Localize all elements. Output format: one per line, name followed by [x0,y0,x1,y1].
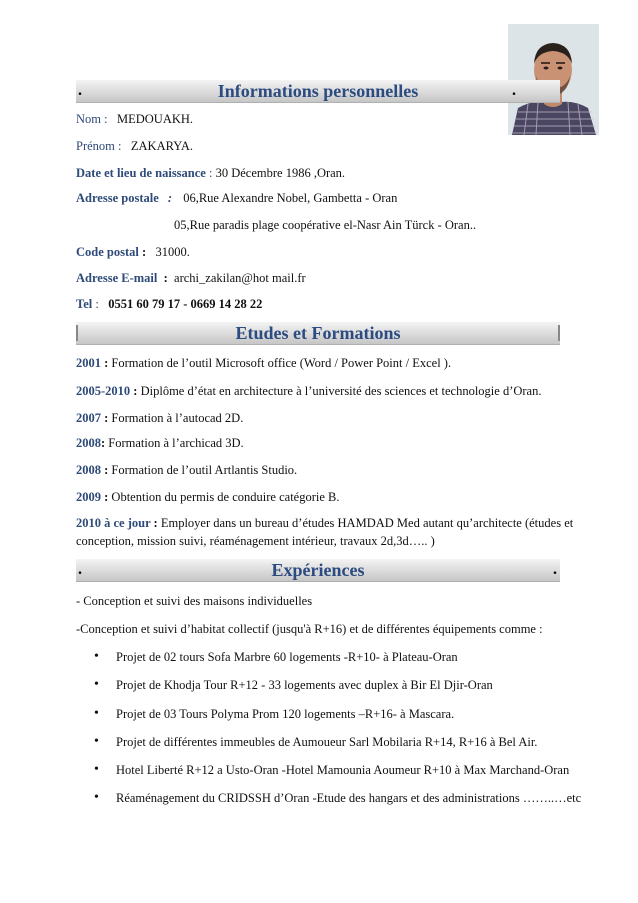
header-dot-left: . [78,82,82,99]
bullet-glyph: • [94,734,99,749]
bullet-glyph: • [94,649,99,664]
etude-sep: : [101,436,109,450]
adresse-line [76,191,397,206]
code-label: Code postal [76,245,139,259]
etude-item-2010 [76,516,573,531]
section-header-personal [76,80,560,103]
header-dot-right: . [553,561,557,578]
prenom-value: ZAKARYA. [130,139,194,153]
naissance-label: Date et lieu de naissance [76,166,206,180]
etude-sep: : [101,411,112,425]
section-title-personal: Informations personnelles [217,81,419,101]
etude-item-2008b [76,463,297,478]
email-sep: : [163,271,168,285]
prenom-label: Prénom [76,139,115,153]
email-value: archi_zakilan@hot mail.fr [174,271,306,285]
etude-text: Formation à l’autocad 2D. [111,411,244,425]
adresse-label: Adresse postale [76,191,159,205]
header-bar-right [558,325,560,341]
etude-text: Obtention du permis de conduire catégorie B. [111,490,340,504]
tel-sep: : [95,297,99,311]
prenom-sep: : [118,139,122,153]
experience-bullet-item: Réaménagement du CRIDSSH d’Oran -Etude des hangars et des administrations ……..…etc [116,791,582,805]
naissance-line [76,166,345,181]
etude-text: Formation de l’outil Artlantis Studio. [111,463,298,477]
etude-year: 2009 [76,490,101,504]
tel-value: 0551 60 79 17 - 0669 14 28 22 [108,297,263,311]
etude-text-cont: conception, mission suivi, réaménagement intérieur, travaux 2d,3d….. ) [76,534,435,548]
etude-year: 2008 [76,436,101,450]
nom-value: MEDOUAKH. [116,112,194,126]
adresse-line-2 [174,218,476,233]
experience-bullet-item: Projet de 02 tours Sofa Marbre 60 logements -R+10- à Plateau-Oran [116,650,458,664]
code-line [76,245,190,260]
experience-text: -Conception et suivi d’habitat collectif (jusqu'à R+16) et de différentes équipements comme : [76,622,543,636]
bullet-glyph: • [94,790,99,805]
tel-label: Tel [76,297,93,311]
etude-sep: : [101,463,112,477]
nom-sep: : [104,112,108,126]
bullet-glyph: • [94,762,99,777]
experience-line-1 [76,594,312,609]
experience-text: - Conception et suivi des maisons individuelles [76,594,313,608]
experience-bullet-item: Projet de 03 Tours Polyma Prom 120 logements –R+16- à Mascara. [116,707,455,721]
adresse-sep: : [167,191,173,205]
experience-bullet-item: Hotel Liberté R+12 a Usto-Oran -Hotel Mamounia Aoumeur R+10 à Max Marchand-Oran [116,763,570,777]
header-dot-right: . [512,82,516,99]
section-header-experiences [76,559,560,582]
bullet-glyph: • [94,706,99,721]
etude-sep: : [101,356,112,370]
naissance-value: 30 Décembre 1986 ,Oran. [215,166,346,180]
prenom-line [76,139,193,154]
etude-year: 2001 [76,356,101,370]
etude-year: 2005-2010 [76,384,131,398]
etude-item-2005 [76,384,541,399]
header-dot-left: . [78,561,82,578]
code-sep: : [141,245,147,259]
section-header-etudes [76,322,560,345]
naissance-sep: : [208,166,213,180]
bullet-glyph: • [94,677,99,692]
etude-sep: : [101,490,112,504]
etude-item-2007 [76,411,243,426]
etude-item-2008a [76,436,244,451]
experience-line-2 [76,622,543,637]
etude-text: Employer dans un bureau d’études HAMDAD Med autant qu’architecte (études et [160,516,574,530]
etude-year: 2007 [76,411,101,425]
etude-sep: : [130,384,141,398]
section-title-etudes: Etudes et Formations [235,323,401,343]
tel-line [76,297,262,312]
etude-text: Formation de l’outil Microsoft office (Word / Power Point / Excel ). [111,356,452,370]
adresse-value-1: 06,Rue Alexandre Nobel, Gambetta - Oran [183,191,398,205]
etude-text: Formation à l’archicad 3D. [108,436,244,450]
etude-text: Diplôme d’état en architecture à l’université des sciences et technologie d’Oran. [140,384,542,398]
etude-item-2009 [76,490,339,505]
section-title-experiences: Expériences [271,560,365,580]
email-label: Adresse E-mail [76,271,158,285]
code-value: 31000. [155,245,190,259]
etude-item-2010-cont [76,534,435,549]
nom-line [76,112,193,127]
etude-year: 2010 à ce jour [76,516,151,530]
etude-item-2001 [76,356,451,371]
adresse-value-2: 05,Rue paradis plage coopérative el-Nasr Ain Türck - Oran.. [174,218,477,232]
experience-bullet-item: Projet de Khodja Tour R+12 - 33 logements avec duplex à Bir El Djir-Oran [116,678,493,692]
email-line [76,271,306,286]
experience-bullet-item: Projet de différentes immeubles de Aumoueur Sarl Mobilaria R+14, R+16 à Bel Air. [116,735,538,749]
etude-sep: : [150,516,161,530]
etude-year: 2008 [76,463,101,477]
nom-label: Nom [76,112,101,126]
